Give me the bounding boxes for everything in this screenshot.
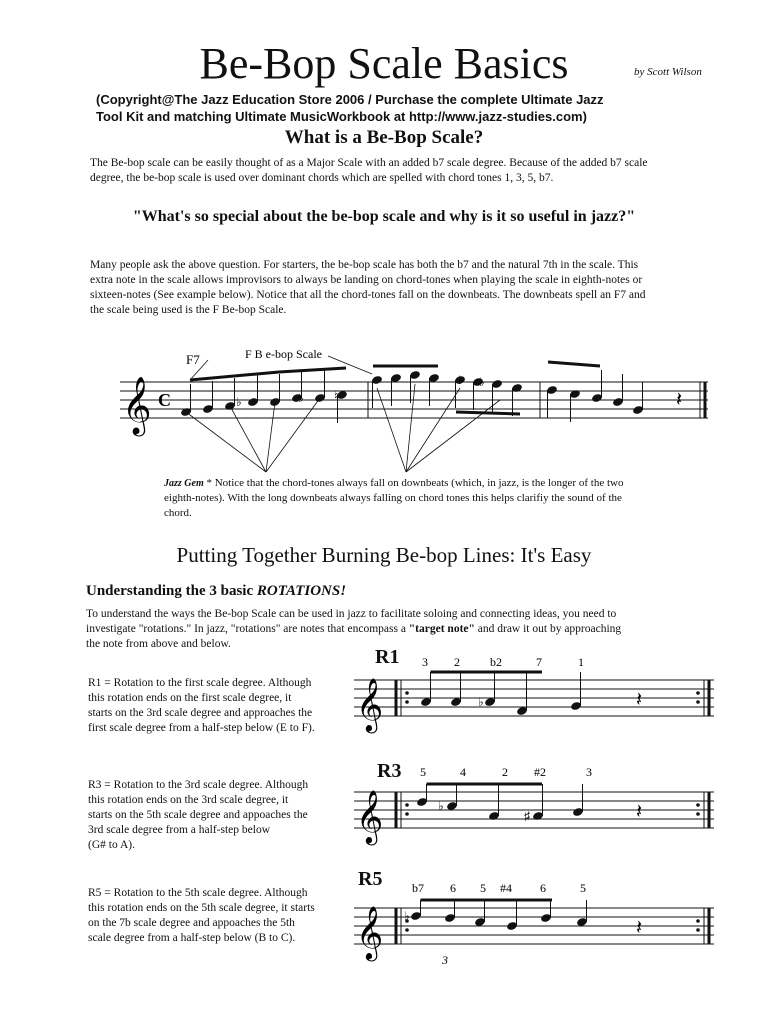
- question-quote: "What's so special about the be-bop scale and why is it so useful in jazz?": [132, 208, 636, 225]
- degree-label: 1: [578, 655, 584, 669]
- jazz-gem-line-1: * Notice that the chord-tones always fall on downbeats (which, in jazz, is the longer of the two: [203, 477, 624, 489]
- rotation-label-r1: R1: [375, 646, 400, 668]
- degree-label: 5: [420, 765, 426, 779]
- svg-text:♭: ♭: [438, 799, 444, 813]
- copyright-notice: [96, 91, 716, 125]
- rotation-label-r3: R3: [377, 760, 402, 782]
- degree-label: #4: [500, 881, 512, 895]
- degree-label: b2: [490, 655, 502, 669]
- degree-label: 5: [480, 881, 486, 895]
- rotation-notes: [416, 784, 584, 823]
- section-heading-what-is: What is a Be-Bop Scale?: [284, 127, 484, 148]
- explanation-paragraph: [90, 258, 730, 318]
- rotations-intro: To understand the ways the Be-bop Scale can be used in jazz to facilitate soloing and connecting ideas, you need to investigate "rotations." In jazz, "rotations" are notes that encompass a "target note" and draw it out by approaching the note from above and below.: [86, 607, 726, 652]
- paragraph-line: The Be-bop scale can be easily thought of as a Major Scale with an added b7 scale degree. Because of the added b7 scale: [90, 157, 648, 169]
- paragraph-line: To understand the ways the Be-bop Scale can be used in jazz to facilitate soloing and connecting ideas, you need to: [86, 608, 617, 620]
- quarter-rest-icon: 𝄽: [636, 917, 643, 939]
- target-note-term: "target note": [408, 623, 475, 635]
- degree-label: 2: [502, 765, 508, 779]
- rotation-description-r1: R1 = Rotation to the first scale degree. Although this rotation ends on the first scale degree, it starts on the 3rd scale degree and approaches the first scale degree from a half-step below (E to F).: [88, 677, 315, 734]
- rotation-staff-r1: [350, 648, 720, 748]
- treble-clef-icon: 𝄞: [356, 791, 384, 842]
- svg-text:♭: ♭: [478, 695, 484, 709]
- svg-text:♭: ♭: [479, 375, 485, 389]
- quarter-rest-icon: 𝄽: [636, 801, 643, 823]
- rotation-staff-r5: [350, 872, 720, 982]
- rotation-description-r5: R5 = Rotation to the 5th scale degree. Although this rotation ends on the 5th scale degree, it starts on the 7b scale degree and appoaches the 5th scale degree from a half-step below (B to C).: [88, 887, 315, 944]
- jazz-gem-note: [164, 476, 724, 521]
- rotation-notes: [420, 672, 582, 716]
- degree-label: 6: [540, 881, 546, 895]
- copyright-line-1: (Copyright@The Jazz Education Store 2006 / Purchase the complete Ultimate Jazz: [96, 92, 604, 107]
- jazz-gem-line-3: chord.: [164, 507, 192, 519]
- section-title-burning-lines: Putting Together Burning Be-bop Lines: It's Easy: [176, 543, 592, 567]
- rotations-subheading: Understanding the 3 basic ROTATIONS!: [86, 583, 347, 599]
- degree-label: b7: [412, 881, 424, 895]
- copyright-line-2: Tool Kit and matching Ultimate MusicWorkbook at http://www.jazz-studies.com): [96, 109, 587, 124]
- paragraph-line: the scale being used is the F Be-bop Scale.: [90, 304, 287, 316]
- rotation-description-r3: R3 = Rotation to the 3rd scale degree. Although this rotation ends on the 3rd scale degree, it starts on the 5th scale degree and appoaches the 3rd scale degree from a half-step below (G# to A).: [88, 779, 309, 851]
- author-byline: by Scott Wilson: [634, 66, 702, 78]
- chord-symbol: F7: [186, 352, 200, 367]
- degree-label: #2: [534, 765, 546, 779]
- degree-label: 2: [454, 655, 460, 669]
- quarter-rest-icon: 𝄽: [636, 689, 643, 711]
- jazz-gem-line-2: eighth-notes). With the long downbeats always falling on chord tones this helps clarifiy the sound of the: [164, 492, 622, 504]
- degree-label: 3: [422, 655, 428, 669]
- paragraph-line: sixteen-notes (See example below). Notice that all the chord-tones fall on the downbeats. The downbeats spell an F7 and: [90, 289, 646, 301]
- degree-label: 3: [586, 765, 592, 779]
- paragraph-line: degree, the be-bop scale is used over dominant chords which are spelled with chord tones 1, 3, 5, b7.: [90, 172, 554, 184]
- page-title: Be-Bop Scale Basics: [199, 39, 569, 88]
- paragraph-line: extra note in the scale allows improvisors to always be landing on chord-tones when playing the scale in eighth-notes or: [90, 274, 643, 286]
- svg-text:♭: ♭: [458, 373, 464, 387]
- jazz-gem-label: Jazz Gem: [164, 478, 204, 489]
- bebop-scale-example: [0, 340, 768, 480]
- treble-clef-icon: 𝄞: [356, 679, 384, 730]
- degree-label: 4: [460, 765, 466, 779]
- degree-label: 7: [536, 655, 542, 669]
- svg-text:♭: ♭: [298, 391, 304, 405]
- time-signature: C: [158, 390, 171, 410]
- rotation-label-r5: R5: [358, 868, 383, 890]
- scale-label: F B e-bop Scale: [245, 347, 322, 361]
- svg-text:♯: ♯: [524, 809, 530, 823]
- svg-text:♭: ♭: [404, 909, 410, 923]
- quarter-rest-icon: 𝄽: [676, 389, 683, 411]
- paragraph-line: Many people ask the above question. For starters, the be-bop scale has both the b7 and the natural 7th in the scale. This: [90, 259, 639, 271]
- svg-text:♭: ♭: [236, 395, 242, 409]
- paragraph-line: the note from above and below.: [86, 638, 231, 650]
- degree-label: 6: [450, 881, 456, 895]
- svg-text:♮: ♮: [334, 389, 339, 403]
- staff-lines: [354, 678, 714, 733]
- triplet-marking: 3: [442, 953, 448, 967]
- intro-paragraph: [90, 156, 730, 186]
- treble-clef-icon: 𝄞: [356, 907, 384, 958]
- treble-clef-icon: 𝄞: [122, 377, 152, 433]
- rotation-staff-r3: [350, 760, 720, 860]
- degree-label: 5: [580, 881, 586, 895]
